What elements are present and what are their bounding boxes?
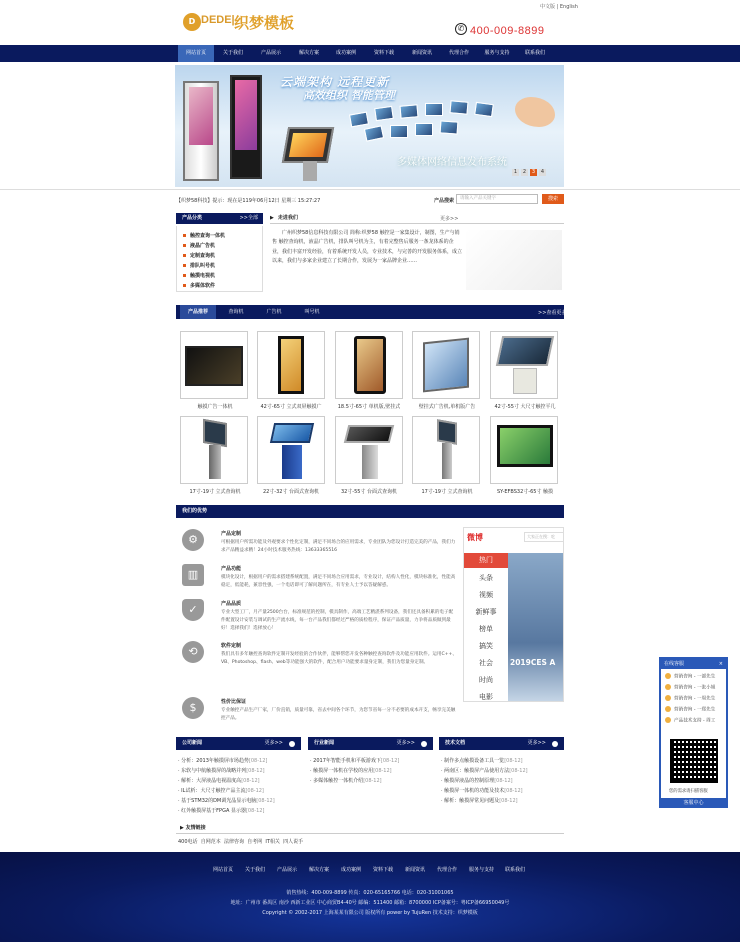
footer-nav-link[interactable]: 联系我们 — [505, 867, 526, 873]
news-item[interactable]: · 触摸屏液晶的控制原理[08-12] — [441, 778, 513, 784]
advantage-title: 性价比保证 — [221, 699, 247, 705]
refresh-icon: ⟲ — [182, 641, 204, 663]
footer-nav-link[interactable]: 新闻资讯 — [405, 867, 426, 873]
product-image — [203, 419, 227, 447]
service-title: 在线客服 — [664, 661, 685, 667]
news-more-link[interactable]: 更多>> — [527, 740, 546, 746]
weibo-tab[interactable]: 榜单 — [479, 625, 493, 633]
banner-headline-2: 高效组织 智能管理 — [303, 89, 395, 102]
product-card[interactable] — [335, 416, 403, 484]
product-caption[interactable]: 18.5寸-65寸 单机版,壁挂式 — [337, 404, 401, 410]
product-caption[interactable]: 22寸-32寸 台面式查询机 — [262, 489, 320, 495]
news-item[interactable]: · 2017年智能手机和平板游戏下[08-12] — [310, 758, 400, 764]
qr-code-icon — [670, 739, 718, 783]
banner-caption: 多媒体网络信息发布系统 — [397, 157, 507, 168]
slide-dot-active[interactable]: 3 — [531, 169, 536, 175]
service-scan-text: 您的需求请扫描客服 — [669, 789, 708, 794]
banner-headline-1: 云端架构 远程更新 — [280, 75, 390, 89]
product-caption[interactable]: 17寸-19寸 立式查询机 — [421, 489, 473, 495]
category-item[interactable]: 定制查询机 — [183, 252, 215, 259]
floating-card — [425, 103, 443, 116]
floating-card — [390, 125, 408, 138]
advantage-title: 软件定制 — [221, 643, 242, 649]
footer-nav-link[interactable]: 产品展示 — [277, 867, 298, 873]
advantage-title: 产品功能 — [221, 566, 242, 572]
news-header-company — [176, 737, 301, 750]
more-icon[interactable] — [552, 741, 558, 747]
weibo-tab[interactable]: 电影 — [479, 693, 493, 701]
service-footer-button[interactable]: 客服中心 — [661, 798, 726, 808]
footer-nav-link[interactable]: 网站首页 — [213, 867, 234, 873]
divider — [176, 833, 564, 834]
news-title: 公司新闻 — [182, 740, 203, 746]
lang-en-link[interactable]: English — [559, 4, 578, 10]
nav-downloads[interactable]: 资料下载 — [373, 50, 394, 56]
footer-nav-link[interactable]: 解决方案 — [309, 867, 330, 873]
floating-card — [440, 120, 459, 134]
product-image — [423, 338, 469, 393]
footer-address: 地址：广州市 番禺区 南沙 西新工业区 中心商贸B4-40号 邮编：511400 邮箱：8700000 ICP备案号：粤ICP备66950049号 — [230, 900, 510, 906]
news-header-industry — [308, 737, 433, 750]
product-stand — [442, 443, 452, 479]
about-image — [466, 230, 562, 290]
weibo-search[interactable]: 大家正在搜：吃 — [524, 532, 564, 542]
weibo-logo[interactable]: 微博 — [467, 533, 483, 542]
nav-support[interactable]: 服务与支持 — [484, 50, 510, 56]
hero-banner[interactable] — [175, 65, 564, 187]
phone-icon: ✆ — [455, 23, 467, 35]
triangle-icon: ▶ — [270, 215, 274, 221]
product-image — [437, 419, 457, 445]
news-more-link[interactable]: 更多>> — [396, 740, 415, 746]
product-card[interactable] — [490, 416, 558, 484]
floating-card — [415, 123, 433, 136]
footer-nav-link[interactable]: 关于我们 — [245, 867, 266, 873]
news-item[interactable]: · 解析：触摸屏常见问题及[08-12] — [441, 798, 518, 804]
news-item[interactable]: · 东软与中航触摸屏的战略并列[08-12] — [178, 768, 265, 774]
service-contact[interactable]: 营销咨询 - 一张小姐 — [665, 684, 715, 691]
floating-card — [364, 125, 384, 141]
divider — [0, 189, 740, 190]
news-title: 技术文档 — [445, 740, 466, 746]
tab-queue-machine[interactable]: 叫号机 — [304, 309, 320, 315]
product-card[interactable] — [335, 331, 403, 399]
weibo-tab[interactable]: 头条 — [479, 574, 493, 582]
advantage-title: 产品定制 — [221, 531, 242, 537]
weibo-image[interactable] — [508, 553, 564, 702]
advantage-text: 专业大型工厂，月产量2500台台，标准规范的控制，模具制作，高端工艺精湛系列设备，我们还具备积累的电子配件配置设计安装与调试的生产流水线，每一台产品我们都经过严格的质检程序，保证产品质量，力争将品质做到最好！选择我们！选择放心！ — [221, 610, 454, 631]
friend-link[interactable]: 400电话 — [178, 839, 198, 845]
floating-card — [374, 106, 394, 121]
tab-query-machine[interactable]: 查询机 — [228, 309, 244, 315]
product-stand — [362, 445, 378, 479]
product-caption[interactable]: 32寸-55寸 台面式查询机 — [340, 489, 398, 495]
footer-nav-link[interactable]: 代理合作 — [437, 867, 458, 873]
friend-link[interactable]: 四人说手 — [283, 839, 304, 845]
shield-icon: ✓ — [182, 599, 204, 621]
footer-copyright: Copyright © 2002-2017 上海某某有限公司 版权所有 power by TujuRen 技术支持：织梦模板 — [262, 910, 478, 916]
about-title: 走进我们 — [277, 215, 298, 221]
footer-nav-link[interactable]: 成功案例 — [341, 867, 362, 873]
kiosk-image — [282, 127, 334, 163]
about-header — [270, 213, 564, 224]
news-item[interactable]: · IL试析：大尺寸触控产品主流[08-12] — [178, 788, 264, 794]
category-item[interactable]: 触摸电视机 — [183, 272, 215, 279]
advantage-text: 专业触控产品生产厂家，厂价直销，质量可靠，省去中间各个环节，为您节省每一分不必要的成本开支，畅享完美触控产品。 — [221, 708, 456, 721]
category-item[interactable]: 多媒体软件 — [183, 282, 215, 289]
product-image — [344, 425, 394, 443]
category-item[interactable]: 触控查询一体机 — [183, 232, 225, 239]
nav-products[interactable]: 产品展示 — [260, 50, 281, 56]
product-card[interactable] — [412, 416, 480, 484]
dollar-icon: $ — [182, 697, 204, 719]
product-card[interactable] — [412, 331, 480, 399]
language-switch — [540, 3, 578, 10]
nav-agency[interactable]: 代理合作 — [448, 50, 469, 56]
friend-link[interactable]: 自考网 — [247, 839, 263, 845]
category-item[interactable]: 排队叫号机 — [183, 262, 215, 269]
product-stand — [209, 445, 221, 479]
slide-dot[interactable]: 2 — [522, 169, 527, 175]
category-header — [176, 213, 263, 224]
footer-nav-link[interactable]: 服务与支持 — [469, 867, 495, 873]
advantage-text: 模块化设计，根据用户的需求搭建系统配置，满足不同场合应用需求，专业设计，结构人性化，模块标准化，性能高稳定，低能耗，兼容性强，一个电话即可了解问题所在，有专业人士予以答疑解惑。 — [221, 575, 456, 588]
hand-image — [515, 97, 555, 127]
floating-card — [349, 112, 369, 128]
tab-recommended[interactable]: 产品推荐 — [180, 305, 216, 319]
about-more-link[interactable]: 更多>> — [440, 216, 459, 222]
news-item[interactable]: · 红外触摸屏基于FPGA 显示器[08-12] — [178, 808, 265, 814]
nav-cases[interactable]: 成功案例 — [335, 50, 356, 56]
slide-dot[interactable]: 4 — [540, 169, 545, 175]
nav-home[interactable]: 网站首页 — [178, 45, 214, 62]
product-caption[interactable]: 壁挂式广告机,单机版广告 — [418, 404, 476, 410]
product-card[interactable] — [180, 331, 248, 399]
more-icon[interactable] — [421, 741, 427, 747]
service-contact[interactable]: 营销咨询 - 一部先生 — [665, 673, 715, 680]
product-card[interactable] — [180, 416, 248, 484]
search-label: 产品搜索 — [434, 198, 455, 204]
online-service-panel — [659, 657, 728, 808]
product-stand — [282, 445, 302, 479]
slider-pagination — [512, 169, 548, 176]
product-image — [185, 346, 243, 386]
close-icon[interactable]: × — [718, 661, 723, 667]
more-icon[interactable] — [289, 741, 295, 747]
floating-card — [474, 102, 494, 117]
logo-cn-text[interactable]: 织梦模板 — [234, 15, 295, 32]
nav-contact[interactable]: 联系我们 — [524, 50, 545, 56]
welcome-text: 【织梦58科技】提示：现在是119年06月12日 星期三 15:27:27 — [176, 198, 321, 204]
search-button[interactable]: 搜索 — [542, 194, 564, 204]
news-item[interactable]: · 触摸屏一体机在学校的应用[08-12] — [310, 768, 392, 774]
product-caption[interactable]: SY-EFBS32寸-65寸 触摸 — [496, 489, 554, 495]
gear-icon: ⚙ — [182, 529, 204, 551]
weibo-tab[interactable]: 视频 — [479, 591, 493, 599]
weibo-tab[interactable]: 搞笑 — [479, 642, 493, 650]
friend-link[interactable]: IT相关 — [265, 839, 280, 845]
news-more-link[interactable]: 更多>> — [264, 740, 283, 746]
weibo-tab[interactable]: 社会 — [479, 659, 493, 667]
weibo-tab-hot[interactable]: 热门 — [464, 553, 508, 568]
product-caption[interactable]: 42寸-65寸 立式双屏触摸广 — [260, 404, 322, 410]
tab-ad-machine[interactable]: 广告机 — [266, 309, 282, 315]
floating-card — [449, 100, 468, 115]
weibo-image-caption: 2019CES A — [510, 658, 556, 667]
footer-hotline: 销售热线：400-009-8899 传真：020-65165766 电话：020-31001065 — [286, 890, 454, 896]
about-text: 广州织梦58信息科技有限公司 简称:织梦58 触控是一家集设计，制图，生产与销售 触控查询机，液晶广告机，排队叫号机为主，有着完整售后服务一条龙体系的企业，我们丰富开发经验，有着系统开发人员，专业技术，与完善的开发服务体系，成立以来，我们与多家企业建立了长期合作，发展为一家品牌企业…… — [272, 230, 463, 264]
kiosk-image — [230, 75, 262, 179]
category-title: 产品分类 — [182, 215, 203, 221]
weibo-tab[interactable]: 新鲜事 — [475, 608, 497, 616]
product-card[interactable] — [257, 331, 325, 399]
advantage-title: 产品品质 — [221, 601, 242, 607]
product-card[interactable] — [490, 331, 558, 399]
advantage-text: 我们具有多年触控查询软件定制开发经验的合作伙伴，能够帮您开发各种触控查询软件及功能应用软件。运用C++、VB、Photoshop、flash、web等功能强大的软件，配合用户功能要求量身定制，我们为您量身定制。 — [221, 652, 458, 665]
nav-news[interactable]: 新闻资讯 — [411, 50, 432, 56]
product-image — [278, 336, 304, 394]
weibo-widget — [463, 527, 564, 702]
friend-link[interactable]: 自网范本 — [200, 839, 221, 845]
friend-links-title: ▶ 友情链接 — [180, 825, 206, 831]
search-input[interactable]: 请输入产品关键字 — [456, 194, 538, 204]
product-image — [497, 425, 553, 467]
product-stand — [513, 368, 537, 394]
category-item[interactable]: 液晶广告机 — [183, 242, 215, 249]
service-contact[interactable]: 营销咨询 - 一周先生 — [665, 695, 715, 702]
kiosk-image — [183, 81, 219, 181]
product-caption[interactable]: 42寸-55寸 大尺寸触控平几 — [494, 404, 556, 410]
service-contact[interactable]: 营销咨询 - 一郑先生 — [665, 706, 715, 713]
product-caption[interactable]: 触摸广告一体机 — [197, 404, 233, 410]
news-item[interactable]: · 基于STM32的DM调光晶显示电脑[08-12] — [178, 798, 275, 804]
footer — [0, 852, 740, 942]
news-header-docs — [439, 737, 564, 750]
service-header — [661, 659, 726, 669]
friend-links — [178, 838, 303, 845]
advantage-text: 可根据用户所需功能及外观要求个性化定制，满足不同场合的应用需求，专业团队为您设计打造完美的产品，我们力求产品精益求精！24小时技术服务热线：13633365516 — [221, 540, 456, 553]
product-image — [354, 336, 386, 394]
logo-en-text[interactable]: DEDE| — [201, 14, 235, 26]
friend-link[interactable]: 法律咨询 — [223, 839, 244, 845]
news-item[interactable]: · 分析：2013年触摸屏市场趋势[08-12] — [178, 758, 268, 764]
advantages-header: 我们的优势 — [176, 505, 564, 518]
floating-card — [399, 104, 418, 119]
news-item[interactable]: · 制作多点触摸设备工具一览[08-12] — [441, 758, 523, 764]
slide-dot[interactable]: 1 — [513, 169, 518, 175]
kiosk-stand — [303, 161, 317, 181]
service-contact[interactable]: 产品技术支持 - 周工 — [665, 717, 715, 724]
weibo-tab[interactable]: 时尚 — [479, 676, 493, 684]
news-item[interactable]: · 多媒体触控一体机介绍[08-12] — [310, 778, 382, 784]
category-list — [176, 226, 263, 292]
products-more-link[interactable]: >>查看更多 — [538, 310, 567, 316]
lang-separator: | — [556, 4, 559, 10]
product-card[interactable] — [257, 416, 325, 484]
news-item[interactable]: · 触摸屏一体机的功能及技术[08-12] — [441, 788, 523, 794]
category-all-link[interactable]: >>全部 — [239, 215, 258, 221]
footer-nav-link[interactable]: 资料下载 — [373, 867, 394, 873]
news-title: 行业新闻 — [314, 740, 335, 746]
news-item[interactable]: · 两南区：触摸屏产品使用方法[08-12] — [441, 768, 528, 774]
map-icon: ▥ — [182, 564, 204, 586]
news-item[interactable]: · 解析：大屏液晶电视温度高[08-12] — [178, 778, 260, 784]
product-caption[interactable]: 17寸-19寸 立式查询机 — [189, 489, 241, 495]
product-image — [270, 423, 314, 443]
logo-icon[interactable]: D — [183, 13, 201, 31]
product-image — [496, 336, 554, 366]
phone-number: 400-009-8899 — [470, 25, 545, 37]
nav-about[interactable]: 关于我们 — [222, 50, 243, 56]
lang-cn-link[interactable]: 中文版 — [540, 4, 556, 10]
nav-solutions[interactable]: 解决方案 — [298, 50, 319, 56]
